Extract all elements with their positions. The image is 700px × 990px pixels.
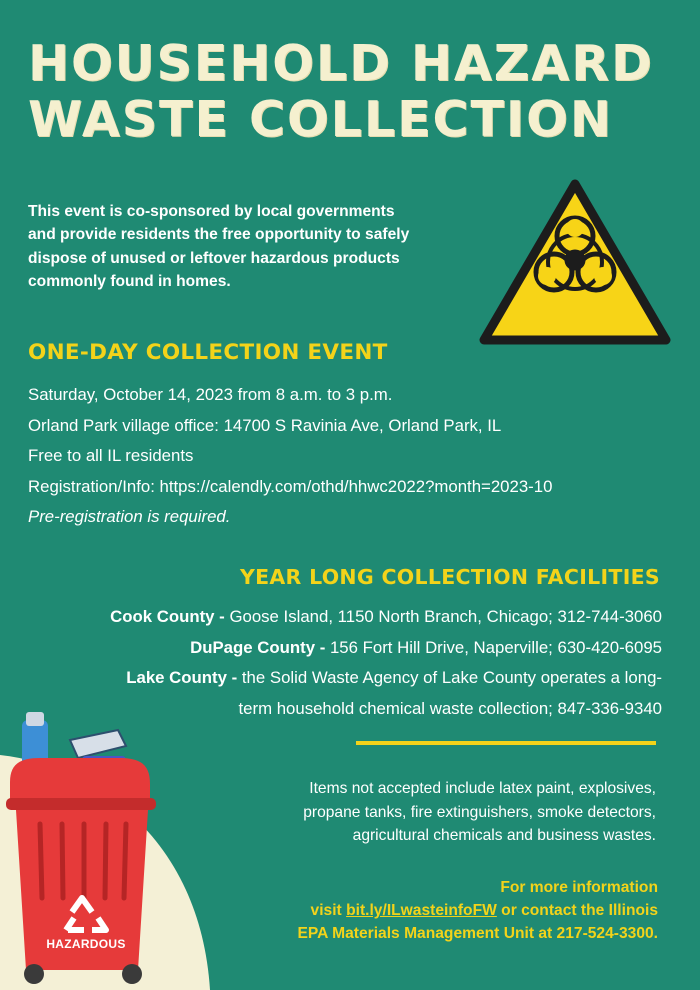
title-line-1: HOUSEHOLD HAZARD: [28, 35, 654, 92]
not-accepted-line: Items not accepted include latex paint, explosives,: [309, 780, 656, 797]
title-line-2: WASTE COLLECTION: [28, 91, 613, 149]
facility-cook-text: Goose Island, 1150 North Branch, Chicago; 312-744-3060: [224, 607, 662, 626]
facility-lake: [22, 663, 662, 694]
facility-dupage-label: DuPage County -: [190, 637, 326, 657]
intro-line: This event is co-sponsored by local governments: [28, 203, 395, 220]
facility-cook: [22, 602, 662, 633]
more-info-line: [198, 899, 658, 922]
not-accepted-line: propane tanks, fire extinguishers, smoke detectors,: [303, 803, 656, 821]
event-details: [28, 380, 688, 533]
page-title: [28, 35, 654, 149]
more-info-line: EPA Materials Management Unit at 217-524-3300.: [297, 925, 658, 942]
facility-lake-continued: term household chemical waste collection; 847-336-9340: [238, 698, 662, 718]
event-registration: Registration/Info: https://calendly.com/othd/hhwc2022?month=2023-10: [28, 476, 553, 496]
facilities-heading: YEAR LONG COLLECTION FACILITIES: [239, 565, 660, 589]
facilities-list: [22, 602, 662, 724]
intro-paragraph: [28, 200, 478, 294]
intro-line: commonly found in homes.: [28, 273, 231, 291]
bin-label: HAZARDOUS: [46, 937, 126, 951]
more-info-line: For more information: [500, 879, 658, 896]
more-info: [198, 876, 658, 945]
event-eligibility: Free to all IL residents: [28, 446, 194, 465]
intro-line: dispose of unused or leftover hazardous products: [28, 249, 400, 267]
facility-lake-text: the Solid Waste Agency of Lake County operates a long-: [237, 668, 662, 687]
more-info-suffix: or contact the Illinois: [496, 902, 658, 919]
info-link[interactable]: bit.ly/ILwasteinfoFW: [346, 902, 497, 919]
section-divider: [356, 741, 656, 745]
event-note: Pre-registration is required.: [28, 507, 231, 526]
intro-line: and provide residents the free opportunity to safely: [28, 226, 410, 244]
facility-lake-label: Lake County -: [126, 668, 238, 687]
facility-cook-label: Cook County -: [110, 607, 225, 626]
facility-dupage-text: 156 Fort Hill Drive, Naperville; 630-420-6095: [325, 637, 662, 657]
event-heading: ONE-DAY COLLECTION EVENT: [28, 340, 388, 365]
biohazard-warning-icon: [476, 176, 674, 352]
not-accepted-note: [216, 777, 656, 848]
more-info-prefix: visit: [310, 902, 347, 919]
event-location: Orland Park village office: 14700 S Ravinia Ave, Orland Park, IL: [28, 415, 502, 435]
event-date: Saturday, October 14, 2023 from 8 a.m. to 3 p.m.: [28, 385, 393, 404]
facility-dupage: [22, 633, 662, 664]
not-accepted-line: agricultural chemicals and business wastes.: [352, 827, 656, 844]
